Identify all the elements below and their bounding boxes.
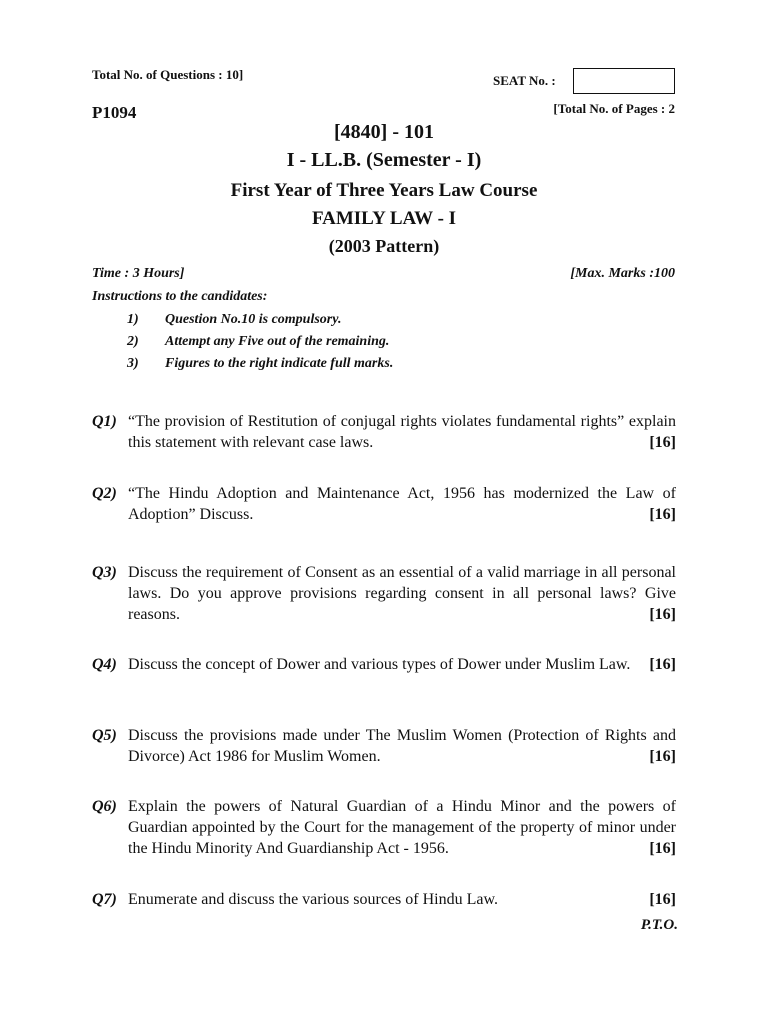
- question-marks: [16]: [649, 506, 676, 523]
- question-text: Enumerate and discuss the various sources of Hindu Law.: [128, 891, 498, 908]
- question-text: Explain the powers of Natural Guardian of a Hindu Minor and the powers of Guardian appointed by the Court for the management of the property of minor under the Hindu Minority And Guardianship Act - 1956.: [128, 798, 676, 857]
- course-semester-title: I - LL.B. (Semester - I): [286, 149, 482, 171]
- question-text: Discuss the requirement of Consent as an essential of a valid marriage in all personal laws. Do you approve provisions regarding consent in all personal laws? Give reasons.: [128, 564, 676, 623]
- question-item: [92, 411, 676, 453]
- question-marks: [16]: [649, 891, 676, 908]
- course-description-title: First Year of Three Years Law Course: [230, 180, 538, 201]
- instruction-text: Figures to the right indicate full marks.: [165, 356, 394, 371]
- question-item: [92, 654, 676, 675]
- question-number: Q1): [92, 413, 117, 430]
- question-number: Q3): [92, 564, 117, 581]
- question-marks: [16]: [649, 840, 676, 857]
- question-number: Q7): [92, 891, 117, 908]
- question-item: [92, 796, 676, 859]
- question-marks: [16]: [649, 434, 676, 451]
- instructions-heading: Instructions to the candidates:: [92, 289, 268, 304]
- question-text: “The provision of Restitution of conjugal rights violates fundamental rights” explain this statement with relevant case laws.: [128, 413, 676, 451]
- question-item: [92, 483, 676, 525]
- question-number: Q5): [92, 727, 117, 744]
- question-text: Discuss the concept of Dower and various types of Dower under Muslim Law.: [128, 656, 631, 673]
- instruction-number: 2): [127, 334, 139, 349]
- instruction-text: Attempt any Five out of the remaining.: [165, 334, 390, 349]
- question-item: [92, 889, 676, 910]
- question-marks: [16]: [649, 606, 676, 623]
- please-turn-over: P.T.O.: [640, 917, 678, 933]
- seat-number-box[interactable]: [573, 68, 675, 94]
- instruction-item: [127, 312, 341, 328]
- question-marks: [16]: [649, 748, 676, 765]
- pattern-title: (2003 Pattern): [328, 236, 440, 256]
- max-marks: [Max. Marks :100: [570, 266, 675, 281]
- question-item: [92, 562, 676, 625]
- total-pages: [Total No. of Pages : 2: [553, 101, 675, 116]
- question-number: Q6): [92, 798, 117, 815]
- instruction-text: Question No.10 is compulsory.: [165, 312, 342, 327]
- instruction-number: 1): [127, 312, 139, 327]
- time-allowed: Time : 3 Hours]: [92, 266, 185, 281]
- seat-number-label: SEAT No. :: [493, 73, 556, 88]
- question-number: Q2): [92, 485, 117, 502]
- question-item: [92, 725, 676, 767]
- instruction-item: [127, 334, 389, 350]
- subject-title: FAMILY LAW - I: [311, 208, 457, 229]
- total-questions: Total No. of Questions : 10]: [92, 67, 244, 82]
- paper-code: P1094: [92, 103, 137, 122]
- instruction-number: 3): [127, 356, 139, 371]
- instruction-item: [127, 356, 393, 372]
- question-text: “The Hindu Adoption and Maintenance Act, 1956 has modernized the Law of Adoption” Discuss.: [128, 485, 676, 523]
- exam-code-title: [4840] - 101: [334, 121, 434, 143]
- question-text: Discuss the provisions made under The Muslim Women (Protection of Rights and Divorce) Act 1986 for Muslim Women.: [128, 727, 676, 765]
- question-marks: [16]: [649, 656, 676, 673]
- question-number: Q4): [92, 656, 117, 673]
